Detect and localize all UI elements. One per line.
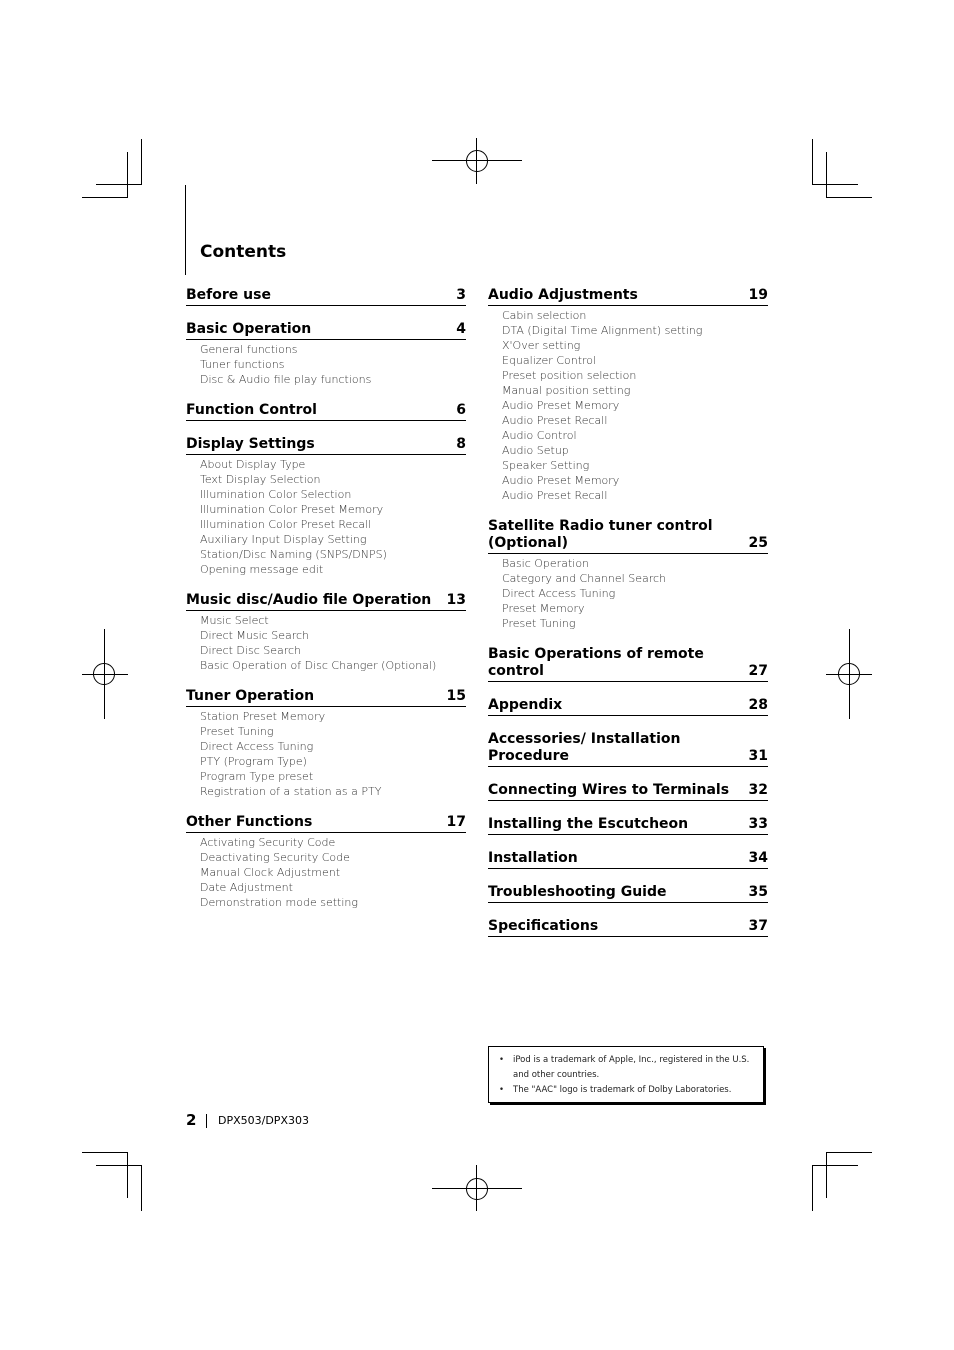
toc-section-title: Basic Operation	[186, 321, 312, 337]
toc-page-number: 19	[748, 287, 768, 303]
toc-subitem[interactable]: Preset Tuning	[502, 617, 576, 630]
toc-subitem[interactable]: Audio Preset Recall	[502, 414, 608, 427]
toc-subitem[interactable]: Tuner functions	[200, 358, 285, 371]
toc-section-title: Appendix	[488, 697, 563, 713]
toc-section-title: Satellite Radio tuner control (Optional)	[488, 518, 713, 551]
toc-subitem[interactable]: Direct Disc Search	[200, 644, 302, 657]
toc-subitem[interactable]: Direct Music Search	[200, 629, 310, 642]
model-name: DPX503/DPX303	[218, 1114, 309, 1127]
toc-subitem[interactable]: Audio Control	[502, 429, 577, 442]
toc-subitems	[186, 457, 466, 577]
toc-subitem[interactable]: Opening message edit	[200, 563, 324, 576]
contents-right-column	[488, 287, 768, 952]
toc-section-heading[interactable]	[186, 321, 466, 340]
toc-subitem[interactable]: General functions	[200, 343, 298, 356]
toc-page-number: 8	[456, 436, 466, 452]
toc-section-heading[interactable]	[488, 918, 768, 937]
toc-subitem[interactable]: Illumination Color Preset Recall	[200, 518, 372, 531]
toc-subitem[interactable]: Basic Operation of Disc Changer (Optional)	[200, 659, 437, 672]
toc-section-title: Display Settings	[186, 436, 315, 452]
toc-subitems	[186, 613, 466, 673]
toc-subitem[interactable]: Direct Access Tuning	[200, 740, 314, 753]
toc-page-number: 31	[748, 748, 768, 764]
toc-section-title: Specifications	[488, 918, 599, 934]
toc-section-title: Installation	[488, 850, 578, 866]
toc-subitem[interactable]: Manual Clock Adjustment	[200, 866, 341, 879]
toc-subitem[interactable]: Preset position selection	[502, 369, 637, 382]
toc-subitem[interactable]: Speaker Setting	[502, 459, 590, 472]
toc-section	[488, 884, 768, 903]
toc-subitems	[186, 342, 466, 387]
toc-section-heading[interactable]	[488, 518, 768, 554]
toc-page-number: 13	[446, 592, 466, 608]
toc-section-heading[interactable]	[488, 731, 768, 767]
toc-section	[186, 402, 466, 421]
toc-section-title: Music disc/Audio file Operation	[186, 592, 432, 608]
toc-section-title: Connecting Wires to Terminals	[488, 782, 730, 798]
toc-page-number: 34	[748, 850, 768, 866]
toc-subitem[interactable]: Audio Preset Recall	[502, 489, 608, 502]
toc-page-number: 6	[456, 402, 466, 418]
trademark-notes	[488, 1046, 764, 1103]
toc-section	[488, 918, 768, 937]
toc-subitem[interactable]: Illumination Color Selection	[200, 488, 352, 501]
toc-section-heading[interactable]	[186, 814, 466, 833]
toc-subitem[interactable]: Category and Channel Search	[502, 572, 667, 585]
toc-section-heading[interactable]	[488, 816, 768, 835]
toc-section-heading[interactable]	[488, 782, 768, 801]
toc-section	[488, 697, 768, 716]
toc-section	[186, 287, 466, 306]
toc-subitem[interactable]: Illumination Color Preset Memory	[200, 503, 384, 516]
title-bar	[185, 185, 186, 275]
toc-page-number: 15	[446, 688, 466, 704]
toc-subitem[interactable]: Activating Security Code	[200, 836, 336, 849]
toc-section-title: Before use	[186, 287, 271, 303]
toc-subitem[interactable]: Text Display Selection	[200, 473, 321, 486]
toc-section	[488, 850, 768, 869]
toc-subitem[interactable]: About Display Type	[200, 458, 306, 471]
toc-section	[186, 321, 466, 387]
toc-subitem[interactable]: X'Over setting	[502, 339, 581, 352]
toc-section-title: Installing the Escutcheon	[488, 816, 689, 832]
toc-subitem[interactable]: Audio Preset Memory	[502, 399, 620, 412]
toc-subitems	[186, 835, 466, 910]
toc-page-number: 4	[456, 321, 466, 337]
toc-section-heading[interactable]	[488, 884, 768, 903]
toc-subitem[interactable]: Basic Operation	[502, 557, 590, 570]
footer-divider	[206, 1114, 207, 1128]
toc-section	[488, 646, 768, 682]
toc-subitem[interactable]: Station Preset Memory	[200, 710, 326, 723]
page-title: Contents	[200, 242, 287, 262]
trademark-note: • The "AAC" logo is trademark of Dolby Laboratories.	[499, 1083, 755, 1098]
page-number: 2	[186, 1111, 197, 1129]
toc-page-number: 25	[748, 535, 768, 551]
toc-subitem[interactable]: Demonstration mode setting	[200, 896, 358, 909]
toc-section-title: Troubleshooting Guide	[488, 884, 667, 900]
toc-section-heading[interactable]	[488, 697, 768, 716]
toc-subitem[interactable]: Equalizer Control	[502, 354, 597, 367]
toc-subitem[interactable]: Direct Access Tuning	[502, 587, 616, 600]
toc-subitem[interactable]: Registration of a station as a PTY	[200, 785, 382, 798]
toc-page-number: 35	[748, 884, 768, 900]
toc-page-number: 17	[446, 814, 466, 830]
toc-section	[488, 816, 768, 835]
toc-subitem[interactable]: Audio Preset Memory	[502, 474, 620, 487]
toc-section-heading[interactable]	[488, 287, 768, 306]
toc-subitem[interactable]: Station/Disc Naming (SNPS/DNPS)	[200, 548, 387, 561]
toc-section	[186, 436, 466, 577]
toc-subitems	[488, 308, 768, 503]
toc-section	[186, 688, 466, 799]
toc-section	[186, 592, 466, 673]
toc-subitem[interactable]: Deactivating Security Code	[200, 851, 350, 864]
toc-section	[488, 287, 768, 503]
contents-left-column	[186, 287, 466, 925]
toc-page-number: 3	[456, 287, 466, 303]
toc-section	[186, 814, 466, 910]
toc-subitem[interactable]: Auxiliary Input Display Setting	[200, 533, 367, 546]
toc-section-title: Other Functions	[186, 814, 313, 830]
toc-section-heading[interactable]	[186, 592, 466, 611]
toc-subitem[interactable]: DTA (Digital Time Alignment) setting	[502, 324, 703, 337]
trademark-note: • iPod is a trademark of Apple, Inc., registered in the U.S. and other countries.	[499, 1053, 755, 1083]
toc-subitem[interactable]: Date Adjustment	[200, 881, 293, 894]
toc-page-number: 28	[748, 697, 768, 713]
toc-section-title: Function Control	[186, 402, 317, 418]
toc-section-heading[interactable]	[186, 287, 466, 306]
toc-page-number: 33	[748, 816, 768, 832]
toc-section-heading[interactable]	[186, 402, 466, 421]
toc-subitem[interactable]: Music Select	[200, 614, 269, 627]
toc-section-heading[interactable]	[186, 436, 466, 455]
toc-section	[488, 731, 768, 767]
toc-subitem[interactable]: Audio Setup	[502, 444, 569, 457]
toc-section-title: Accessories/ Installation Procedure	[488, 731, 681, 764]
toc-section-title: Tuner Operation	[186, 688, 315, 704]
toc-subitem[interactable]: Disc & Audio file play functions	[200, 373, 372, 386]
toc-subitems	[186, 709, 466, 799]
toc-section-heading[interactable]	[186, 688, 466, 707]
toc-section-title: Audio Adjustments	[488, 287, 638, 303]
toc-subitem[interactable]: Manual position setting	[502, 384, 631, 397]
toc-subitem[interactable]: Preset Tuning	[200, 725, 274, 738]
toc-subitem[interactable]: Preset Memory	[502, 602, 585, 615]
toc-section-title: Basic Operations of remote control	[488, 646, 704, 679]
toc-subitem[interactable]: PTY (Program Type)	[200, 755, 307, 768]
toc-subitem[interactable]: Cabin selection	[502, 309, 587, 322]
toc-section-heading[interactable]	[488, 850, 768, 869]
toc-section	[488, 518, 768, 631]
toc-subitems	[488, 556, 768, 631]
toc-page-number: 32	[748, 782, 768, 798]
toc-subitem[interactable]: Program Type preset	[200, 770, 314, 783]
toc-section	[488, 782, 768, 801]
toc-section-heading[interactable]	[488, 646, 768, 682]
toc-page-number: 37	[748, 918, 768, 934]
toc-page-number: 27	[748, 663, 768, 679]
